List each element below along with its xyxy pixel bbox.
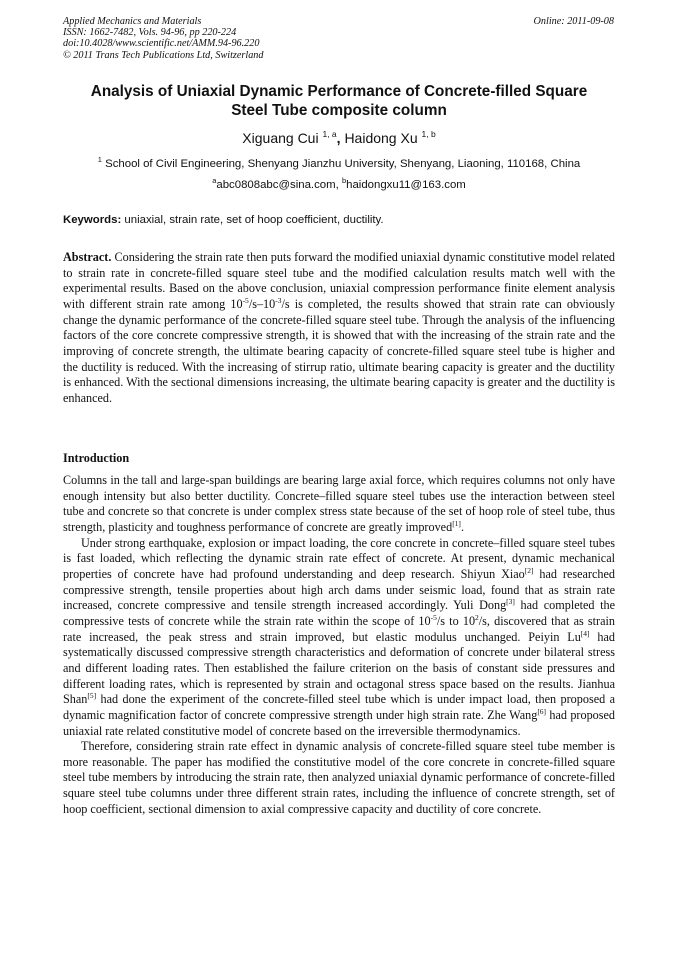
intro-p2-g: had done the experiment of the concrete-filled steel tube which is under impact load, then proposed a dynamic magnification factor of concrete compressive strength under high strain rate. Zhe Wang bbox=[63, 692, 615, 722]
citation-2: [2] bbox=[524, 565, 534, 575]
citation-6: [6] bbox=[537, 706, 547, 716]
intro-p2-a: Under strong earthquake, explosion or impact loading, the core concrete in concrete–filled square steel tubes is fast loaded, which reflecting the dynamic strain rate effect of concrete. At present, dynamic mechanical properties of concrete have had profound understanding and deep research. Shiyun Xiao bbox=[63, 535, 615, 581]
intro-p2-b: had researched compressive strength, tensile properties about high arch dams under seismic load, found that as strain rate increased, concrete compressive and tensile strength increased accordingly. Yuli Dong bbox=[63, 566, 615, 613]
author-2: Haidong Xu bbox=[344, 130, 418, 146]
keywords bbox=[63, 213, 615, 227]
intro-paragraph-2 bbox=[63, 536, 615, 740]
section-heading-introduction: Introduction bbox=[63, 451, 130, 465]
intro-p1-text: Columns in the tall and large-span buildings are bearing large axial force, which requires columns not only have enough intensity but also better ductility. Concrete–filled square steel tubes use the interaction between steel tube and concrete so that concrete is under complex stress state because of the set of hoop role of steel tube, thus strength, plasticity and toughness performance of concrete are greatly improved bbox=[63, 473, 615, 534]
intro-exponent-2: 2 bbox=[475, 612, 479, 622]
intro-p2-f: had systematically discussed compressive strength characteristics and deformation of concrete under bilateral stress and different loading rates. Then established the failure criterion on the basis of constant side pressures and different loading rates, which is represented by strain and octagonal stress space based on the results. Jianhua Shan bbox=[63, 629, 615, 707]
citation-3: [3] bbox=[506, 597, 515, 607]
abstract-label: Abstract. bbox=[63, 250, 112, 264]
title-line-2: Steel Tube composite column bbox=[231, 102, 447, 119]
keywords-label: Keywords: bbox=[63, 214, 122, 226]
author-2-affil: 1, b bbox=[421, 129, 436, 139]
keywords-text: uniaxial, strain rate, set of hoop coefficient, ductility. bbox=[124, 214, 384, 226]
affiliation-text: School of Civil Engineering, Shenyang Jianzhu University, Shenyang, Liaoning, 110168, China bbox=[105, 158, 581, 170]
email-list bbox=[63, 178, 615, 192]
journal-header bbox=[63, 16, 423, 61]
intro-paragraph-1 bbox=[63, 473, 615, 536]
citation-1: [1] bbox=[452, 518, 461, 528]
intro-p2-d: /s to 10 bbox=[436, 613, 476, 628]
citation-4: [4] bbox=[580, 628, 590, 638]
author-list bbox=[63, 129, 615, 147]
author-1-affil: 1, a bbox=[322, 129, 337, 139]
doi-line: doi:10.4028/www.scientific.net/AMM.94-96.220 bbox=[63, 38, 260, 50]
title-line-1: Analysis of Uniaxial Dynamic Performance of Concrete-filled Square bbox=[90, 83, 588, 100]
copyright-line: © 2011 Trans Tech Publications Ltd, Switzerland bbox=[63, 49, 264, 61]
paper-title bbox=[63, 82, 615, 120]
email-b: haidongxu11@163.com bbox=[346, 179, 466, 191]
affiliation bbox=[63, 157, 615, 171]
intro-p2-h: had proposed uniaxial rate related constitutive model of concrete based on the irreversible thermodynamics. bbox=[63, 707, 616, 738]
abstract-exponent-2: -3 bbox=[275, 295, 282, 305]
author-separator: , bbox=[336, 130, 341, 146]
author-1: Xiguang Cui bbox=[242, 130, 319, 146]
abstract-text-2: /s–10 bbox=[248, 296, 276, 311]
email-a-marker: a bbox=[212, 176, 217, 185]
journal-name: Applied Mechanics and Materials bbox=[63, 16, 202, 27]
citation-5: [5] bbox=[87, 691, 97, 701]
intro-p2-c: had completed the compressive tests of concrete while the strain rate within the scope of 10 bbox=[63, 598, 616, 628]
online-date: Online: 2011-09-08 bbox=[533, 16, 614, 27]
intro-p1-end: . bbox=[460, 519, 464, 534]
abstract-text-1: Considering the strain rate then puts forward the modified uniaxial dynamic constitutive model related to strain rate in concrete-filled square steel tube and the modified calculation results match well with the experimental results. Based on the above conclusion, uniaxial compression performance finite element analysis with different strain rate among 10 bbox=[63, 250, 615, 311]
abstract bbox=[63, 250, 615, 407]
intro-exponent-1: -5 bbox=[430, 612, 437, 622]
abstract-exponent-1: -5 bbox=[242, 295, 249, 305]
affiliation-number: 1 bbox=[97, 155, 102, 164]
abstract-text-3: /s is completed, the results showed that strain rate can obviously change the dynamic performance of the concrete-filled square steel tube. Through the analysis of the influencing factors of the core concrete compressive strength, it is showed that with the increasing of the strain rate and the improving of concrete strength, the ultimate bearing capacity of concrete-filled square steel tube is higher and the ductility is reduced. With the increasing of stirrup ratio, ultimate bearing capacity is greater and the ductility is enhanced. With the sectional dimensions increasing, the ultimate bearing capacity is greater and the ductility is enhanced. bbox=[63, 296, 615, 405]
issn-line: ISSN: 1662-7482, Vols. 94-96, pp 220-224 bbox=[63, 27, 237, 39]
email-a: abc0808abc@sina.com, bbox=[216, 179, 339, 191]
introduction-body bbox=[63, 473, 615, 817]
intro-p2-e: /s, discovered that as strain rate increased, the peak stress and strain improved, but elastic modulus unchanged. Peiyin Lu bbox=[63, 613, 615, 644]
email-b-marker: b bbox=[341, 176, 347, 185]
intro-paragraph-3: Therefore, considering strain rate effect in dynamic analysis of concrete-filled square steel tube member is more reasonable. The paper has modified the constitutive model of the core concrete in concrete-filled square steel tube members by introducing the strain rate, then analyzed uniaxial dynamic performance of concrete-filled square steel tube columns under three different strain rates, including the influence of concrete strength, set of hoop coefficient, sectional dimension to axial compressive capacity and ductility of core concrete. bbox=[63, 739, 615, 816]
